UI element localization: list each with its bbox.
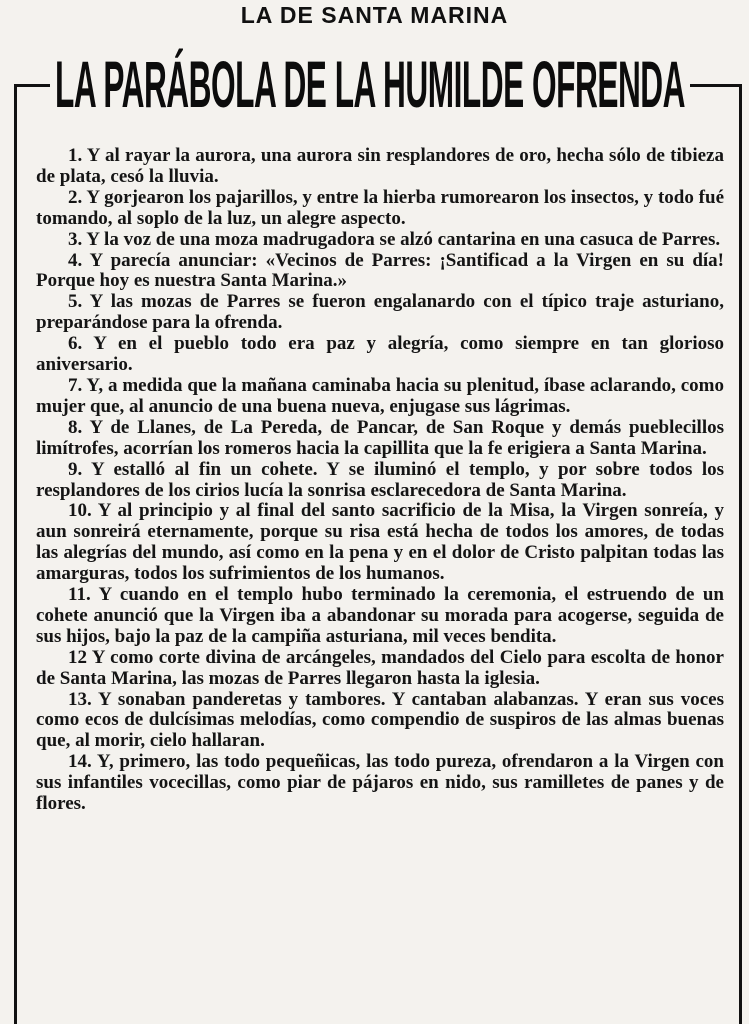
paragraph-3: 3. Y la voz de una moza madrugadora se alzó cantarina en una casuca de Parres. [68,228,721,250]
headline: LA PARÁBOLA DE LA HUMILDE OFRENDA [55,47,685,121]
paragraph-1: 1. Y al rayar la aurora, una aurora sin resplandores de oro, hecha sólo de tibieza de plata, cesó la lluvia. [36,145,724,187]
section-kicker: LA DE SANTA MARINA [240,2,509,28]
paragraph-13: 13. Y sonaban panderetas y tambores. Y cantaban alabanzas. Y eran sus voces como ecos de dulcísimas melodías, como compendio de suspiros de las almas buenas que, al morir, cielo hallaran. [36,688,724,752]
paragraph-14: 14. Y, primero, las todo pequeñicas, las todo pureza, ofrendaron a la Virgen con sus infantiles vocecillas, como piar de pájaros en nido, sus ramilletes de panes y de flores. [36,751,724,815]
paragraph-2: 2. Y gorjearon los pajarillos, y entre la hierba rumorearon los insectos, y todo fué tomando, al soplo de la luz, un alegre aspecto. [36,186,724,229]
paragraph-7: 7. Y, a medida que la mañana caminaba hacia su plenitud, íbase aclarando, como mujer que, al anuncio de una buena nueva, enjugase sus lágrimas. [36,374,724,417]
headline-box [55,40,685,130]
paragraph-6: 6. Y en el pueblo todo era paz y alegría, como siempre en tan glorioso aniversario. [36,333,724,376]
article-body [36,146,724,815]
paragraph-8: 8. Y de Llanes, de La Pereda, de Pancar, de San Roque y demás pueblecillos limítrofes, acorrían los romeros hacia la capillita que la fe erigiera a Santa Marina. [36,416,724,459]
paragraph-12: 12 Y como corte divina de arcángeles, mandados del Cielo para escolta de honor de Santa Marina, las mozas de Parres llegaron hasta la iglesia. [36,646,724,689]
headline-rule-left [14,84,50,87]
column-frame-left [14,84,17,1024]
paragraph-10: 10. Y al principio y al final del santo sacrificio de la Misa, la Virgen sonreía, y aun sonreirá eternamente, porque su risa está hecha de todos los amores, de todas las alegrías del mundo, así como en la pena y en el dolor de Cristo palpitan todas las amarguras, todos los sufrimientos de los humanos. [36,500,724,585]
paragraph-9: 9. Y estalló al fin un cohete. Y se iluminó el templo, y por sobre todos los resplandores de los cirios lucía la sonrisa esclarecedora de Santa Marina. [36,458,724,501]
paragraph-5: 5. Y las mozas de Parres se fueron engalanardo con el típico traje asturiano, preparándose para la ofrenda. [36,291,724,334]
column-frame-right [739,84,742,1024]
headline-rule-right [690,84,742,87]
paragraph-4: 4. Y parecía anunciar: «Vecinos de Parres: ¡Santificad a la Virgen en su día! Porque hoy es nuestra Santa Marina.» [36,249,724,292]
paragraph-11: 11. Y cuando en el templo hubo terminado la ceremonia, el estruendo de un cohete anunció que la Virgen iba a abandonar su morada para acogerse, seguida de sus hijos, bajo la paz de la campiña asturiana, mil veces bendita. [36,584,724,647]
